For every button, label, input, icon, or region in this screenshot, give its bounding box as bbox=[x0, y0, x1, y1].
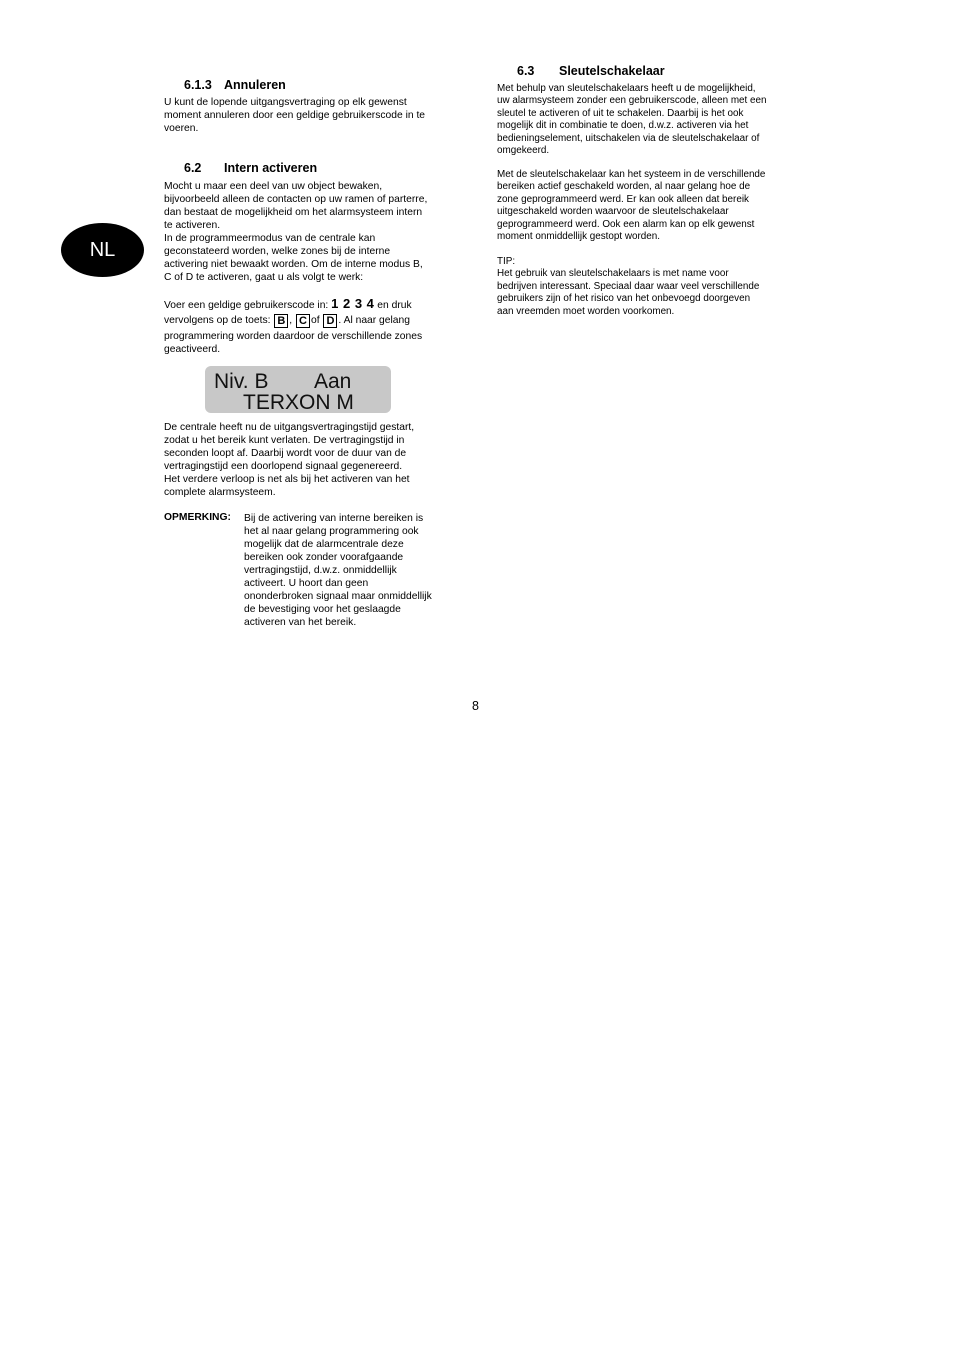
language-label: NL bbox=[89, 238, 116, 261]
text-line: activeert. U hoort dan geen bbox=[244, 578, 369, 589]
user-code: 1 2 3 4 bbox=[331, 296, 375, 311]
text-line: bedieningselement, uitschakelen via de sleutelschakelaar of bbox=[497, 132, 760, 144]
text-line: te activeren. bbox=[164, 220, 221, 231]
lcd-line-1: Niv. B Aan bbox=[214, 370, 352, 393]
note-label: OPMERKING: bbox=[164, 512, 231, 523]
text-segment: vervolgens op de toets: bbox=[164, 315, 274, 326]
text-line: programmering worden daardoor de verschillende zones bbox=[164, 331, 423, 342]
text-line: geactiveerd. bbox=[164, 344, 221, 355]
text-line: activering niet bewaakt worden. Om de interne modus B, bbox=[164, 259, 423, 270]
key-d-icon: D bbox=[323, 314, 337, 328]
text-line: In de programmeermodus van de centrale kan bbox=[164, 233, 376, 244]
heading-6-1-3 bbox=[184, 78, 286, 92]
instruction-code-line bbox=[164, 297, 412, 312]
text-segment: , bbox=[289, 315, 293, 326]
text-line: moment onmiddellijk gestopt worden. bbox=[497, 231, 661, 243]
text-line: C of D te activeren, gaat u als volgt te werk: bbox=[164, 272, 364, 283]
paragraph-sleutelschakelaar-1 bbox=[497, 83, 767, 157]
text-line: activeren van het bereik. bbox=[244, 617, 357, 628]
text-line: vertragingstijd een doorlopend signaal gegenereerd. bbox=[164, 461, 403, 472]
text-line: Het verdere verloop is net als bij het activeren van het bbox=[164, 474, 410, 485]
text-line: De centrale heeft nu de uitgangsvertragingstijd gestart, bbox=[164, 422, 415, 433]
paragraph-activation-result bbox=[164, 330, 422, 356]
text-segment: Voer een geldige gebruikerscode in: bbox=[164, 300, 332, 311]
note-text bbox=[244, 512, 432, 629]
key-b-icon: B bbox=[274, 314, 288, 328]
heading-number: 6.1.3 bbox=[184, 78, 212, 92]
text-line: mogelijk dat de alarmcentrale deze bbox=[244, 539, 404, 550]
text-line: geconstateerd worden, welke zones bij de interne bbox=[164, 246, 391, 257]
text-segment: of bbox=[311, 315, 320, 326]
page-number: 8 bbox=[472, 699, 479, 713]
text-line: omgekeerd. bbox=[497, 145, 550, 157]
paragraph-annuleren bbox=[164, 96, 425, 135]
text-line: zone geprogrammeerd werd. Er kan ook alleen dat bereik bbox=[497, 193, 749, 205]
text-line: moment annuleren door een geldige gebruikerscode in te bbox=[164, 110, 426, 121]
text-line: bedrijven interessant. Speciaal daar waar veel verschillende bbox=[497, 280, 760, 292]
heading-title: Annuleren bbox=[224, 78, 286, 92]
text-line: voeren. bbox=[164, 123, 199, 134]
paragraph-exit-delay bbox=[164, 421, 414, 499]
paragraph-sleutelschakelaar-2 bbox=[497, 169, 765, 243]
text-line: uw alarmsysteem zonder een gebruikerscode, alleen met een bbox=[497, 95, 767, 107]
heading-number: 6.2 bbox=[184, 161, 202, 175]
text-line: geprogrammeerd werd. Ook een alarm kan op elk gewenst bbox=[497, 218, 755, 230]
text-line: dan bestaat de mogelijkheid om het alarmsysteem intern bbox=[164, 207, 423, 218]
heading-title: Sleutelschakelaar bbox=[559, 64, 665, 78]
text-line: aan vreemden moet worden voorkomen. bbox=[497, 305, 675, 317]
text-line: bereiken ook zonder voorafgaande bbox=[244, 552, 404, 563]
text-line: uitgeschakeld worden waarvoor de sleutelschakelaar bbox=[497, 206, 729, 218]
text-line: Het gebruik van sleutelschakelaars is met name voor bbox=[497, 268, 729, 280]
tip-label: TIP: bbox=[497, 256, 516, 267]
heading-number: 6.3 bbox=[517, 64, 535, 78]
text-line: mogelijk dit in combinatie te doen, d.w.z. activeren via het bbox=[497, 120, 749, 132]
text-line: vertragingstijd, d.w.z. onmiddellijk bbox=[244, 565, 397, 576]
paragraph-intern-activeren bbox=[164, 180, 427, 284]
key-c-icon: C bbox=[296, 314, 310, 328]
text-line: Met de sleutelschakelaar kan het systeem in de verschillende bbox=[497, 169, 766, 180]
text-segment: . Al naar gelang bbox=[338, 315, 410, 326]
text-line: gebruikers zijn of het risico van het onbevoegd doorgeven bbox=[497, 293, 751, 305]
lcd-display bbox=[205, 366, 391, 413]
text-line: complete alarmsysteem. bbox=[164, 487, 276, 498]
heading-6-2 bbox=[184, 161, 317, 175]
text-line: bereiken actief geschakeld worden, al naar gelang hoe de bbox=[497, 181, 751, 193]
text-line: Met behulp van sleutelschakelaars heeft u de mogelijkheid, bbox=[497, 83, 756, 94]
text-line: U kunt de lopende uitgangsvertraging op elk gewenst bbox=[164, 97, 407, 108]
text-line: Mocht u maar een deel van uw object bewaken, bbox=[164, 181, 383, 192]
text-line: seconden loopt af. Daarbij wordt voor de duur van de bbox=[164, 448, 407, 459]
text-segment: en druk bbox=[374, 300, 412, 311]
text-line: sleutel te activeren of uit te schakelen. Daarbij is het ook bbox=[497, 107, 744, 119]
text-line: Bij de activering van interne bereiken is bbox=[244, 513, 424, 524]
text-line: zodat u het bereik kunt verlaten. De vertragingstijd in bbox=[164, 435, 405, 446]
heading-6-3 bbox=[517, 64, 665, 78]
heading-title: Intern activeren bbox=[224, 161, 318, 175]
text-line: ononderbroken signaal maar onmiddellijk bbox=[244, 591, 432, 602]
lcd-line-2: TERXON M bbox=[243, 391, 354, 414]
instruction-keys-line bbox=[164, 314, 410, 328]
text-line: het al naar gelang programmering ook bbox=[244, 526, 419, 537]
text-line: de bevestiging voor het geslaagde bbox=[244, 604, 401, 615]
language-badge bbox=[61, 223, 144, 277]
paragraph-tip bbox=[497, 256, 759, 318]
text-line: bijvoorbeeld alleen de contacten op uw ramen of parterre, bbox=[164, 194, 428, 205]
